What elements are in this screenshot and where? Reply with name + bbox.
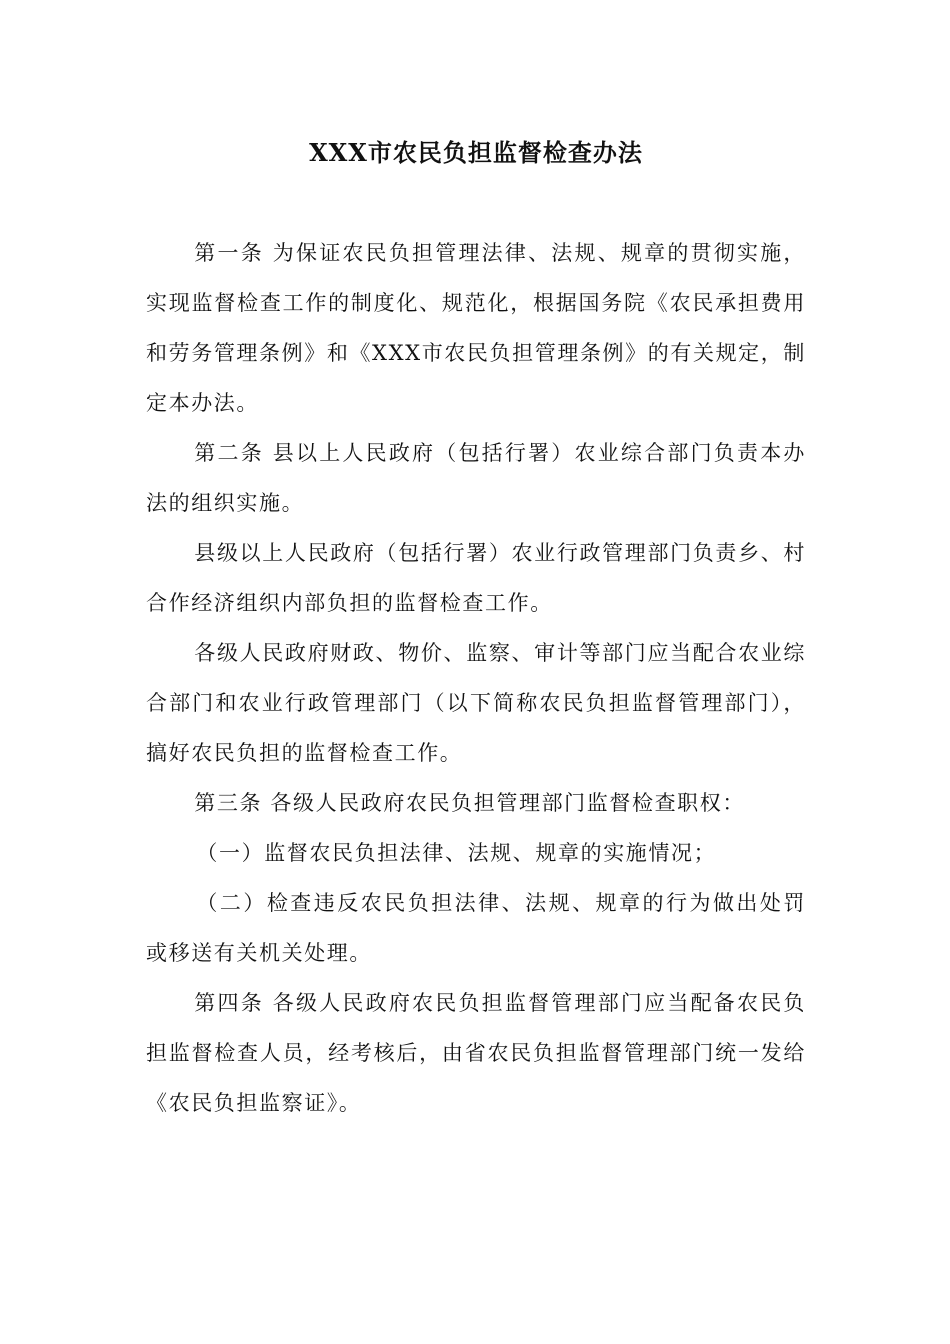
article-4-paragraph: 第四条 各级人民政府农民负担监督管理部门应当配备农民负担监督检查人员，经考核后，由省农民负担监督管理部门统一发给《农民负担监察证》。 (146, 991, 806, 1115)
article-3-paragraph: 第三条 各级人民政府农民负担管理部门监督检查职权： (194, 791, 745, 815)
article-2-clause-county: 县级以上人民政府（包括行署）农业行政管理部门负责乡、村合作经济组织内部负担的监督检查工作。 (146, 541, 806, 615)
article-1-paragraph: 第一条 为保证农民负担管理法律、法规、规章的贯彻实施，实现监督检查工作的制度化、规范化，根据国务院《农民承担费用和劳务管理条例》和《XXX市农民负担管理条例》的有关规定，制定本办法。 (146, 241, 806, 415)
document-title: XXX市农民负担监督检查办法 (309, 138, 643, 167)
article-3-item-1: （一）监督农民负担法律、法规、规章的实施情况； (196, 841, 717, 865)
document-page (146, 128, 806, 1128)
article-3-item-2: （二）检查违反农民负担法律、法规、规章的行为做出处罚或移送有关机关处理。 (146, 891, 806, 965)
article-2-paragraph: 第二条 县以上人民政府（包括行署）农业综合部门负责本办法的组织实施。 (146, 441, 806, 515)
article-2-clause-departments: 各级人民政府财政、物价、监察、审计等部门应当配合农业综合部门和农业行政管理部门（以下简称农民负担监督管理部门），搞好农民负担的监督检查工作。 (146, 641, 806, 765)
